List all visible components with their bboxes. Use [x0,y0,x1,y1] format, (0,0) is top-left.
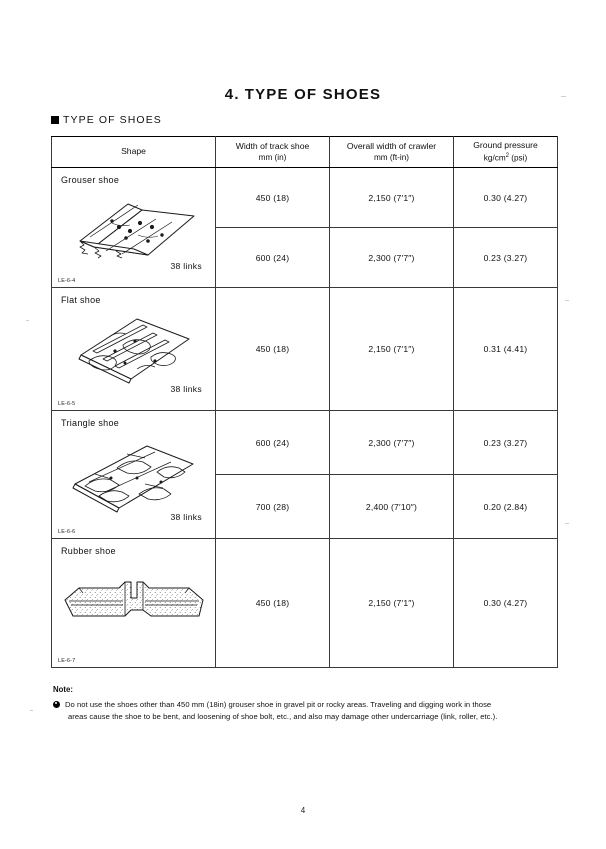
grouser-shoe-icon [52,186,215,273]
cell-overall-width-crawler: 2,300 (7′7″) [330,411,454,475]
column-header-width-unit: mm (in) [258,153,287,163]
shape-cell-triangle-shoe [52,411,216,539]
cell-overall-width-crawler: 2,150 (7′1″) [330,539,454,668]
scan-artifact [26,320,29,321]
column-header-pressure-unit [454,152,557,164]
cell-ground-pressure: 0.30 (4.27) [454,168,558,228]
shape-illustration-rubber [52,539,215,667]
figure-code-label: LE-6-7 [58,658,76,664]
shape-label: Flat shoe [61,295,101,305]
flat-shoe-icon [52,306,215,396]
shape-illustration-flat [52,288,215,410]
cell-width-track-shoe: 700 (28) [216,475,330,539]
figure-code-label: LE-6-4 [58,278,76,284]
note-line-1: Do not use the shoes other than 450 mm (18in) grouser shoe in gravel pit or rocky areas. Traveling and digging work in those [65,700,492,710]
shape-cell-rubber-shoe [52,539,216,668]
column-header-overall-width-of-crawler [330,137,454,168]
cell-overall-width-crawler: 2,400 (7′10″) [330,475,454,539]
cell-overall-width-crawler: 2,150 (7′1″) [330,288,454,411]
figure-code-label: LE-6-5 [58,401,76,407]
scan-artifact [565,300,569,301]
section-heading [51,114,162,126]
shape-label: Grouser shoe [61,175,120,185]
cell-ground-pressure: 0.31 (4.41) [454,288,558,411]
links-count-label: 38 links [170,512,202,522]
cell-ground-pressure: 0.23 (3.27) [454,228,558,288]
scan-artifact [565,523,569,524]
table-header [52,137,558,168]
shape-label: Rubber shoe [61,546,116,556]
table-body [52,168,558,668]
column-header-overall-unit: mm (ft-in) [373,153,410,163]
table-row [52,411,558,475]
column-header-width-label: Width of track shoe [235,140,310,151]
page-title [0,86,606,103]
cell-ground-pressure: 0.20 (2.84) [454,475,558,539]
note-line-2: areas cause the shoe to be bent, and loosening of shoe bolt, etc., and also may damage other undercarriage (link, roller, etc.). [68,711,498,721]
chapter-number: 4. [224,86,240,103]
cell-width-track-shoe: 600 (24) [216,411,330,475]
cell-width-track-shoe: 450 (18) [216,539,330,668]
square-bullet-icon [51,116,59,124]
pressure-unit-superscript: 2 [505,152,509,159]
links-count-label: 38 links [170,384,202,394]
page-number: 4 [300,806,306,815]
cell-ground-pressure: 0.23 (3.27) [454,411,558,475]
table-row [52,168,558,228]
bullet-dot-icon [53,701,60,708]
scan-artifact [30,710,33,711]
cell-overall-width-crawler: 2,150 (7′1″) [330,168,454,228]
table-row [52,288,558,411]
pressure-unit-suffix: (psi) [508,153,528,163]
shape-illustration-triangle [52,411,215,538]
column-header-pressure-label: Ground pressure [473,140,538,151]
column-header-width-of-track-shoe [216,137,330,168]
section-heading-label: TYPE OF SHOES [63,114,162,126]
rubber-shoe-icon [52,565,215,641]
shape-cell-flat-shoe [52,288,216,411]
column-header-shape: Shape [52,137,216,168]
shape-cell-grouser-shoe [52,168,216,288]
note-item [53,699,565,723]
note-label: Note: [53,685,73,694]
cell-overall-width-crawler: 2,300 (7′7″) [330,228,454,288]
note-block [53,684,565,723]
links-count-label: 38 links [170,261,202,271]
column-header-overall-label: Overall width of crawler [346,140,437,151]
cell-width-track-shoe: 600 (24) [216,228,330,288]
triangle-shoe-icon [52,429,215,524]
cell-ground-pressure: 0.30 (4.27) [454,539,558,668]
shoe-specification-table [51,136,558,668]
chapter-title-text: TYPE OF SHOES [244,86,382,103]
column-header-ground-pressure [454,137,558,168]
shape-label: Triangle shoe [61,418,120,428]
cell-width-track-shoe: 450 (18) [216,288,330,411]
note-text [65,699,565,723]
pressure-unit-prefix: kg/cm [483,153,506,163]
figure-code-label: LE-6-6 [58,529,76,535]
table-header-row [52,137,558,168]
cell-width-track-shoe: 450 (18) [216,168,330,228]
shape-illustration-grouser [52,168,215,287]
table-row [52,539,558,668]
